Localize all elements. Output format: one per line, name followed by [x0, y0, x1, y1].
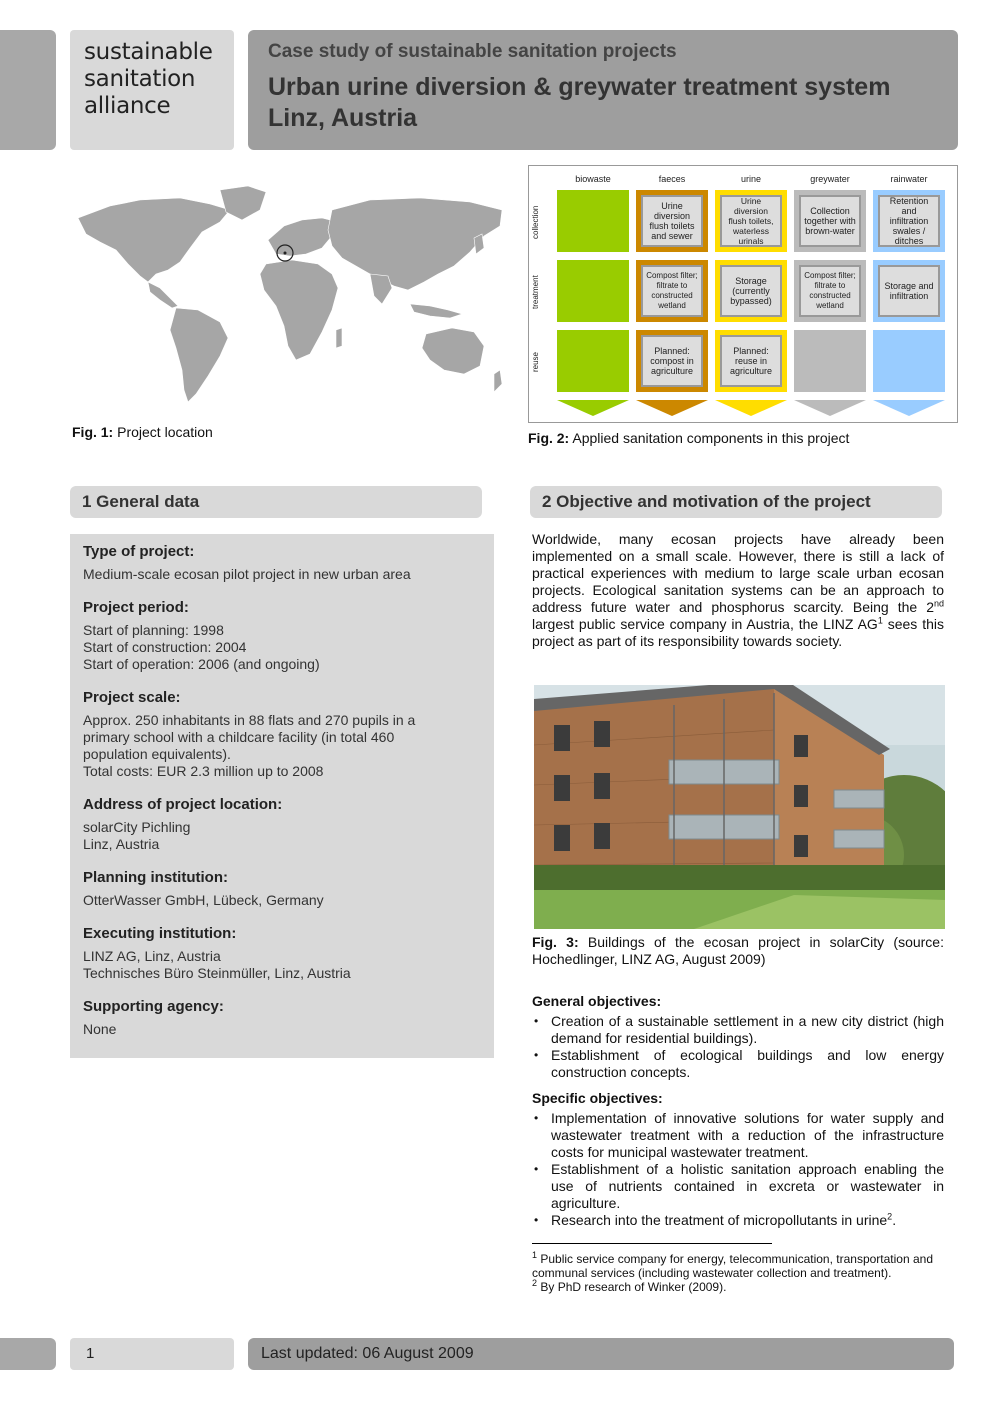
footnote-ref-1: 1	[877, 615, 883, 626]
greywater-treatment-cell	[794, 260, 866, 322]
rainwater-collection-text: Retention and infiltration swales / ditches	[878, 195, 940, 247]
fig3-caption	[532, 934, 944, 968]
biowaste-treatment-cell	[557, 260, 629, 322]
title-line-2: Linz, Austria	[268, 104, 418, 132]
fig2-caption	[528, 429, 849, 447]
central-america-shape	[148, 282, 178, 308]
title-line-1: Urban urine diversion & greywater treatment system	[268, 73, 891, 101]
last-updated: Last updated: 06 August 2009	[248, 1338, 954, 1370]
row-treatment: treatment	[531, 275, 540, 309]
list-item: • Establishment of a holistic sanitation approach enabling the use of nutrients contained in excreta or wastewater in agriculture.	[532, 1161, 944, 1212]
specific-item-3-text: Research into the treatment of micropollutants in urine	[551, 1212, 888, 1228]
urine-collection-text: Urine diversion flush toilets, waterless urinals	[720, 195, 782, 247]
general-objectives-title: General objectives:	[532, 993, 662, 1009]
faeces-treatment-text: Compost filter; filtrate to constructed wetland	[641, 265, 703, 317]
list-item	[532, 1212, 944, 1229]
list-item: • Establishment of ecological buildings and low energy construction concepts.	[532, 1047, 944, 1081]
section-1-header: 1 General data	[70, 486, 482, 518]
urine-arrow-icon	[715, 400, 787, 416]
japan-shape	[474, 234, 484, 254]
footnote-2-text: By PhD research of Winker (2009).	[537, 1280, 727, 1294]
urine-reuse-cell	[715, 330, 787, 392]
scale-value: Approx. 250 inhabitants in 88 flats and 270 pupils in a primary school with a childcare facility (in total 460 population equivalents). Total costs: EUR 2.3 million up to 2008	[83, 712, 416, 779]
greywater-arrow-icon	[794, 400, 866, 416]
biowaste-reuse-cell	[557, 330, 629, 392]
list-item: • Creation of a sustainable settlement in a new city district (high demand for residential buildings).	[532, 1013, 944, 1047]
objective-text-2: largest public service company in Austria, the LINZ AG	[532, 616, 878, 632]
scale-label: Project scale:	[83, 689, 181, 706]
logo-line-2: sanitation	[84, 66, 196, 92]
fig3-label: Fig. 3:	[532, 934, 579, 950]
row-collection: collection	[531, 205, 540, 239]
south-america-shape	[170, 308, 228, 402]
north-america-shape	[78, 198, 230, 282]
rainwater-treatment-cell	[873, 260, 945, 322]
row-reuse: reuse	[531, 352, 540, 373]
footnote-1-text: Public service company for energy, telecommunication, transportation and communal services (including wastewater collection and treatment).	[532, 1252, 933, 1280]
document-subtitle: Case study of sustainable sanitation projects	[268, 41, 677, 62]
biowaste-arrow-icon	[557, 400, 629, 416]
sanitation-components-diagram	[528, 165, 958, 423]
column-urine: urine	[740, 174, 761, 184]
specific-objectives-list	[532, 1110, 944, 1229]
faeces-reuse-cell	[636, 330, 708, 392]
header-side-block	[0, 30, 56, 150]
fig2-text: Applied sanitation components in this project	[569, 430, 850, 446]
faeces-collection-cell	[636, 190, 708, 252]
europe-shape	[268, 218, 338, 256]
building-photo	[534, 685, 945, 929]
fig2-label: Fig. 2:	[528, 430, 570, 446]
planning-label: Planning institution:	[83, 869, 228, 886]
urine-treatment-text: Storage (currently bypassed)	[720, 265, 782, 317]
executing-label: Executing institution:	[83, 925, 237, 942]
urine-collection-cell	[715, 190, 787, 252]
column-faeces: faeces	[658, 174, 686, 184]
column-greywater: greywater	[810, 174, 850, 184]
footnote-2	[532, 1280, 944, 1294]
greywater-treatment-text: Compost filter; filtrate to constructed wetland	[799, 265, 861, 317]
planning-value: OtterWasser GmbH, Lübeck, Germany	[83, 892, 324, 908]
column-rainwater: rainwater	[890, 174, 928, 184]
page-number: 1	[70, 1338, 234, 1370]
objective-text-1: Worldwide, many ecosan projects have already been implemented on a small scale. However, there is still a lack of practical experiences with medium to large scale urban ecosan projects. Ecological sanitation systems can be an approach to address future water and phosphorus scarcity. Being the 2	[532, 531, 944, 615]
section-2-header: 2 Objective and motivation of the project	[530, 486, 942, 518]
new-zealand-shape	[494, 370, 502, 392]
faeces-arrow-icon	[636, 400, 708, 416]
greywater-reuse-cell	[794, 330, 866, 392]
footnote-ref-2: 2	[887, 1211, 893, 1222]
specific-item-3-end: .	[892, 1212, 897, 1228]
column-biowaste: biowaste	[575, 174, 611, 184]
executing-value: LINZ AG, Linz, Austria Technisches Büro Steinmüller, Linz, Austria	[83, 948, 351, 981]
faeces-treatment-cell	[636, 260, 708, 322]
objective-text-3: sees this project as part of its responsibility towards society.	[532, 616, 944, 649]
logo-line-1: sustainable	[84, 39, 213, 65]
address-label: Address of project location:	[83, 796, 283, 813]
fig3-text: Buildings of the ecosan project in solarCity (source: Hochedlinger, LINZ AG, August 2009)	[532, 934, 944, 967]
footnote-2-number: 2	[532, 1278, 538, 1288]
fig1-text: Project location	[113, 424, 213, 440]
rainwater-arrow-icon	[873, 400, 945, 416]
type-label: Type of project:	[83, 543, 195, 560]
specific-objectives-title: Specific objectives:	[532, 1090, 663, 1106]
biowaste-collection-cell	[557, 190, 629, 252]
document-title	[268, 72, 958, 134]
footer-side-block	[0, 1338, 56, 1370]
rainwater-collection-cell	[873, 190, 945, 252]
faeces-collection-text: Urine diversion flush toilets and sewer	[641, 195, 703, 247]
objective-sup-1: nd	[933, 598, 944, 609]
madagascar-shape	[336, 328, 342, 348]
australia-shape	[422, 328, 484, 374]
logo-line-3: alliance	[84, 93, 171, 119]
alliance-logo	[70, 30, 234, 150]
type-value: Medium-scale ecosan pilot project in new urban area	[83, 566, 411, 582]
general-data-box	[70, 534, 494, 1058]
greywater-collection-cell	[794, 190, 866, 252]
title-banner	[248, 30, 958, 150]
list-item: • Implementation of innovative solutions for water supply and wastewater treatment with a reduction of the infrastructure costs for municipal wastewater treatment.	[532, 1110, 944, 1161]
footnote-1-number: 1	[532, 1250, 538, 1260]
greenland-shape	[220, 186, 266, 220]
urine-treatment-cell	[715, 260, 787, 322]
indonesia-shape	[410, 304, 462, 318]
supporting-label: Supporting agency:	[83, 998, 224, 1015]
general-objectives-list	[532, 1013, 944, 1081]
footnote-rule	[532, 1243, 772, 1244]
greywater-collection-text: Collection together with brown-water	[799, 195, 861, 247]
world-map	[70, 170, 510, 420]
footnotes	[532, 1252, 944, 1294]
supporting-value: None	[83, 1021, 117, 1037]
period-value: Start of planning: 1998 Start of construction: 2004 Start of operation: 2006 (and ongoing)	[83, 622, 320, 672]
fig1-label: Fig. 1:	[72, 424, 114, 440]
rainwater-reuse-cell	[873, 330, 945, 392]
rainwater-treatment-text: Storage and infiltration	[878, 265, 940, 317]
faeces-reuse-text: Planned: compost in agriculture	[641, 335, 703, 387]
address-value: solarCity Pichling Linz, Austria	[83, 819, 191, 852]
footnote-1	[532, 1252, 944, 1280]
fig1-caption	[72, 423, 213, 441]
objective-paragraph	[532, 531, 944, 650]
urine-reuse-text: Planned: reuse in agriculture	[720, 335, 782, 387]
period-label: Project period:	[83, 599, 189, 616]
india-shape	[370, 274, 392, 304]
africa-shape	[260, 260, 338, 360]
